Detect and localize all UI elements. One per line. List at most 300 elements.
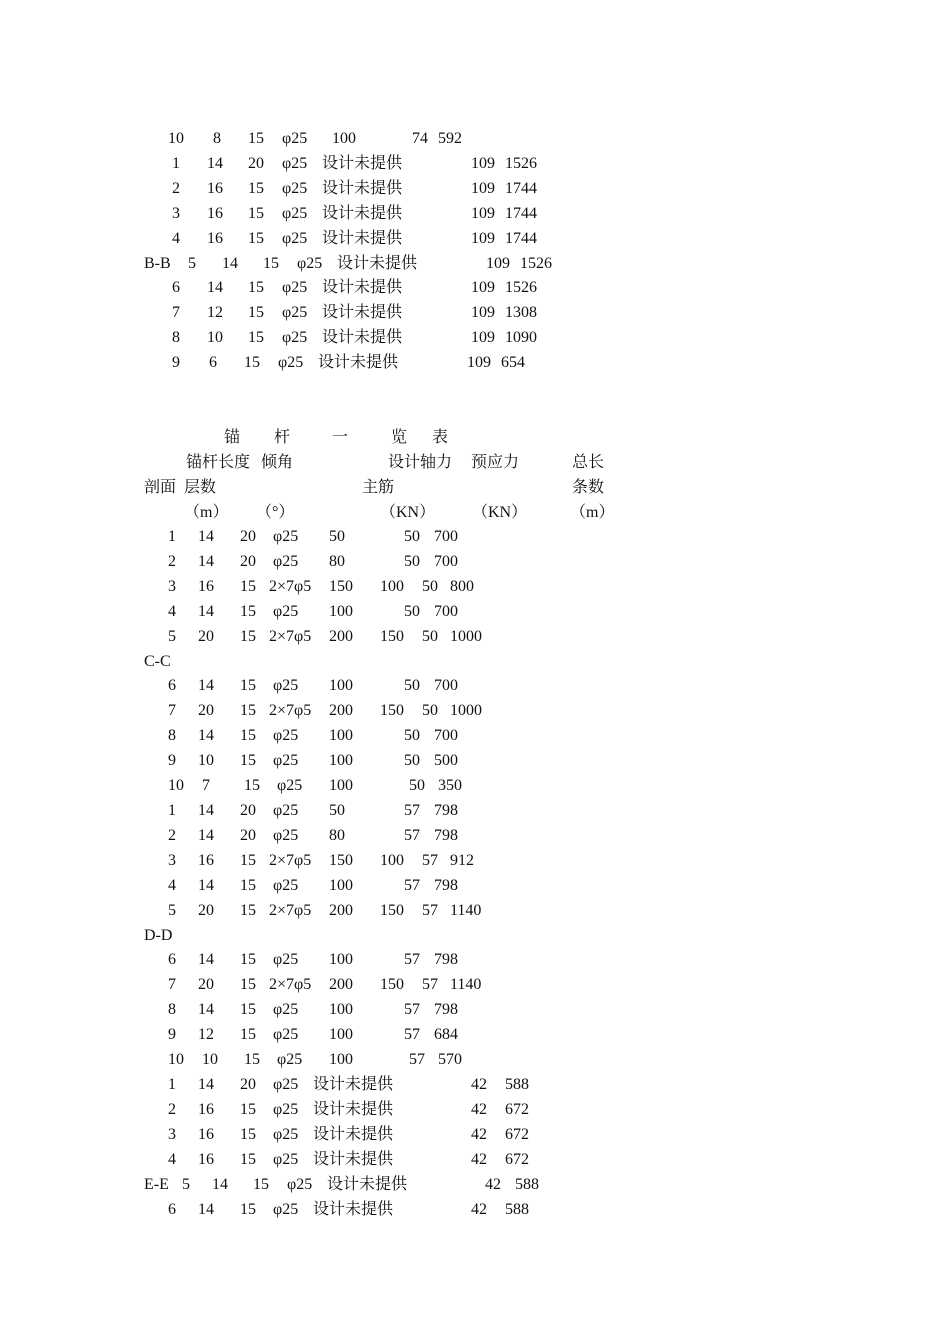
table-row (0, 950, 950, 975)
row-number-cell: 8 (168, 727, 176, 745)
design-axial-cell: 50 (329, 528, 345, 545)
count-cell: 1526 (505, 154, 537, 172)
design-axial-cell: 100 (329, 727, 353, 745)
table-row (0, 1200, 950, 1225)
main-bar-cell: φ25 (282, 154, 308, 172)
angle-cell: 15 (240, 577, 256, 595)
angle-cell: 15 (240, 1125, 256, 1143)
anchor-length-cell: 20 (198, 901, 214, 919)
design-axial-cell: 50 (329, 802, 345, 819)
anchor-length-cell: 8 (213, 130, 221, 147)
angle-cell: 15 (244, 354, 260, 372)
main-bar-cell: φ25 (282, 329, 308, 347)
total-length-cell: 57 (409, 1051, 425, 1068)
count-cell: 1000 (450, 702, 482, 720)
count-cell: 1140 (450, 976, 482, 994)
row-number-cell: 4 (168, 876, 176, 894)
total-length-cell: 109 (471, 154, 495, 172)
main-bar-cell: φ25 (282, 229, 308, 247)
count-cell: 684 (434, 1026, 458, 1044)
total-length-cell: 57 (422, 901, 438, 919)
anchor-length-cell: 7 (202, 777, 210, 794)
table-row (0, 1175, 950, 1200)
count-cell: 592 (438, 130, 462, 147)
angle-cell: 20 (248, 154, 264, 172)
angle-cell: 15 (248, 329, 264, 347)
design-axial-cell: 100 (329, 1051, 353, 1068)
anchor-length-cell: 20 (198, 702, 214, 720)
row-number-cell: 1 (168, 1076, 176, 1093)
design-axial-cell: 设计未提供 (313, 1125, 394, 1143)
count-cell: 672 (505, 1150, 529, 1168)
count-cell: 798 (434, 1001, 458, 1019)
table-row (0, 751, 950, 776)
main-bar-cell: φ25 (273, 602, 299, 620)
anchor-length-cell: 14 (198, 677, 214, 695)
row-number-cell: 7 (168, 702, 176, 720)
angle-cell: 15 (248, 179, 264, 197)
section-label: B-B (144, 254, 171, 272)
anchor-length-cell: 20 (198, 627, 214, 645)
row-number-cell: 3 (168, 851, 176, 869)
design-axial-cell: 100 (329, 777, 353, 794)
angle-cell: 20 (240, 1076, 256, 1093)
angle-cell: 15 (240, 976, 256, 994)
header-row-2 (0, 478, 950, 503)
total-length-cell: 109 (467, 354, 491, 372)
main-bar-cell: 2×7φ5 (269, 702, 312, 720)
design-axial-cell: 100 (332, 130, 356, 147)
anchor-length-cell: 14 (207, 279, 223, 297)
count-cell: 700 (434, 602, 458, 620)
prestress-cell: 150 (380, 976, 404, 994)
total-length-cell: 57 (404, 1001, 420, 1019)
main-bar-cell: φ25 (287, 1175, 313, 1193)
design-axial-cell: 设计未提供 (322, 229, 403, 247)
total-length-cell: 50 (404, 528, 420, 545)
anchor-length-cell: 12 (207, 304, 223, 322)
anchor-length-cell: 14 (198, 602, 214, 620)
design-axial-cell: 设计未提供 (313, 1100, 394, 1118)
total-length-cell: 50 (404, 552, 420, 570)
total-length-cell: 42 (471, 1076, 487, 1093)
table-row (0, 229, 950, 254)
section-label: D-D (144, 926, 173, 944)
total-length-cell: 57 (404, 876, 420, 894)
angle-cell: 15 (240, 1150, 256, 1168)
design-axial-cell: 设计未提供 (337, 254, 418, 272)
anchor-length-cell: 14 (198, 826, 214, 844)
count-cell: 700 (434, 727, 458, 745)
angle-cell: 20 (240, 826, 256, 844)
count-cell: 798 (434, 826, 458, 844)
angle-cell: 15 (240, 602, 256, 620)
row-number-cell: 6 (168, 677, 176, 695)
total-length-cell: 109 (471, 304, 495, 322)
row-number-cell: 9 (168, 1026, 176, 1044)
total-length-cell: 42 (471, 1125, 487, 1143)
count-cell: 570 (438, 1051, 462, 1068)
title-char: 锚 (224, 429, 241, 446)
total-length-cell: 57 (422, 976, 438, 994)
table-row (0, 1025, 950, 1050)
angle-cell: 15 (240, 677, 256, 695)
header-design-axial: 设计轴力 (388, 454, 453, 471)
total-length-cell: 50 (404, 752, 420, 770)
count-cell: 672 (505, 1125, 529, 1143)
table-row (0, 776, 950, 801)
count-cell: 654 (501, 354, 525, 372)
table-row (0, 801, 950, 826)
anchor-length-cell: 14 (207, 154, 223, 172)
header-angle: 倾角 (261, 454, 294, 471)
count-cell: 700 (434, 528, 458, 545)
table-row (0, 1050, 950, 1075)
count-cell: 1140 (450, 901, 482, 919)
main-bar-cell: 2×7φ5 (269, 976, 312, 994)
row-number-cell: 10 (168, 777, 184, 794)
header-unit-m: （m） (570, 504, 615, 521)
section-label: C-C (144, 652, 171, 670)
total-length-cell: 109 (471, 204, 495, 222)
count-cell: 350 (438, 777, 462, 794)
design-axial-cell: 设计未提供 (313, 1200, 394, 1218)
design-axial-cell: 100 (329, 876, 353, 894)
total-length-cell: 109 (471, 229, 495, 247)
anchor-length-cell: 14 (198, 1001, 214, 1019)
total-length-cell: 50 (422, 577, 438, 595)
angle-cell: 15 (248, 204, 264, 222)
angle-cell: 20 (240, 528, 256, 545)
design-axial-cell: 设计未提供 (322, 179, 403, 197)
design-axial-cell: 80 (329, 552, 345, 570)
angle-cell: 15 (240, 702, 256, 720)
anchor-length-cell: 14 (198, 1200, 214, 1218)
table-row (0, 303, 950, 328)
count-cell: 798 (434, 876, 458, 894)
angle-cell: 15 (240, 1200, 256, 1218)
angle-cell: 15 (240, 901, 256, 919)
total-length-cell: 74 (412, 130, 428, 147)
row-number-cell: 3 (168, 1125, 176, 1143)
table-row (0, 1150, 950, 1175)
row-number-cell: 5 (188, 254, 196, 272)
main-bar-cell: φ25 (273, 1100, 299, 1118)
header-layers: 层数 (184, 479, 217, 496)
total-length-cell: 57 (422, 851, 438, 869)
count-cell: 912 (450, 851, 474, 869)
table-row (0, 1125, 950, 1150)
design-axial-cell: 200 (329, 901, 353, 919)
design-axial-cell: 100 (329, 951, 353, 969)
design-axial-cell: 100 (329, 677, 353, 695)
row-number-cell: 5 (168, 901, 176, 919)
anchor-length-cell: 14 (198, 802, 214, 819)
anchor-length-cell: 10 (202, 1051, 218, 1068)
total-length-cell: 109 (471, 329, 495, 347)
row-number-cell: 7 (168, 976, 176, 994)
table-row (0, 278, 950, 303)
angle-cell: 15 (240, 951, 256, 969)
design-axial-cell: 80 (329, 826, 345, 844)
anchor-length-cell: 16 (198, 1100, 214, 1118)
count-cell: 500 (434, 752, 458, 770)
angle-cell: 20 (240, 802, 256, 819)
total-length-cell: 42 (485, 1175, 501, 1193)
title-char: 览 (391, 429, 408, 446)
main-bar-cell: φ25 (282, 279, 308, 297)
row-number-cell: 1 (168, 528, 176, 545)
design-axial-cell: 100 (329, 602, 353, 620)
anchor-length-cell: 16 (198, 851, 214, 869)
row-number-cell: 4 (168, 602, 176, 620)
main-bar-cell: φ25 (273, 1001, 299, 1019)
angle-cell: 15 (240, 627, 256, 645)
row-number-cell: 6 (168, 951, 176, 969)
table-row (0, 129, 950, 154)
anchor-length-cell: 14 (198, 1076, 214, 1093)
table-row (0, 676, 950, 701)
row-number-cell: 8 (168, 1001, 176, 1019)
anchor-length-cell: 16 (198, 1125, 214, 1143)
anchor-length-cell: 14 (198, 951, 214, 969)
anchor-length-cell: 10 (198, 752, 214, 770)
row-number-cell: 2 (168, 826, 176, 844)
main-bar-cell: φ25 (273, 752, 299, 770)
row-number-cell: 4 (172, 229, 180, 247)
main-bar-cell: φ25 (282, 304, 308, 322)
main-bar-cell: φ25 (273, 552, 299, 570)
design-axial-cell: 200 (329, 702, 353, 720)
design-axial-cell: 200 (329, 976, 353, 994)
row-number-cell: 6 (168, 1200, 176, 1218)
design-axial-cell: 100 (329, 752, 353, 770)
main-bar-cell: φ25 (273, 802, 299, 819)
design-axial-cell: 设计未提供 (318, 354, 399, 372)
header-prestress: 预应力 (471, 454, 520, 471)
count-cell: 800 (450, 577, 474, 595)
total-length-cell: 50 (404, 602, 420, 620)
table-row (0, 154, 950, 179)
design-axial-cell: 设计未提供 (313, 1150, 394, 1168)
prestress-cell: 100 (380, 851, 404, 869)
table-row (0, 851, 950, 876)
header-row-1 (0, 453, 950, 478)
main-bar-cell: φ25 (282, 179, 308, 197)
total-length-cell: 42 (471, 1150, 487, 1168)
table-row (0, 726, 950, 751)
angle-cell: 15 (244, 1051, 260, 1068)
anchor-length-cell: 6 (209, 354, 217, 372)
main-bar-cell: φ25 (282, 204, 308, 222)
angle-cell: 15 (240, 752, 256, 770)
design-axial-cell: 200 (329, 627, 353, 645)
table-row (0, 926, 950, 951)
main-bar-cell: φ25 (273, 1200, 299, 1218)
total-length-cell: 57 (404, 802, 420, 819)
angle-cell: 15 (248, 304, 264, 322)
count-cell: 588 (505, 1076, 529, 1093)
main-bar-cell: φ25 (273, 1125, 299, 1143)
angle-cell: 15 (248, 279, 264, 297)
anchor-length-cell: 14 (198, 876, 214, 894)
table-row (0, 1075, 950, 1100)
table-row (0, 701, 950, 726)
total-length-cell: 50 (422, 627, 438, 645)
design-axial-cell: 150 (329, 577, 353, 595)
row-number-cell: 2 (168, 1100, 176, 1118)
row-number-cell: 3 (172, 204, 180, 222)
angle-cell: 15 (240, 876, 256, 894)
anchor-length-cell: 14 (222, 254, 238, 272)
row-number-cell: 9 (168, 752, 176, 770)
total-length-cell: 50 (409, 777, 425, 794)
row-number-cell: 1 (168, 802, 176, 819)
angle-cell: 15 (240, 727, 256, 745)
design-axial-cell: 设计未提供 (322, 304, 403, 322)
table-row (0, 901, 950, 926)
total-length-cell: 57 (404, 951, 420, 969)
main-bar-cell: φ25 (297, 254, 323, 272)
anchor-length-cell: 16 (198, 577, 214, 595)
design-axial-cell: 设计未提供 (322, 329, 403, 347)
main-bar-cell: φ25 (273, 1026, 299, 1044)
header-anchor-length: 锚杆长度 (186, 454, 251, 471)
prestress-cell: 150 (380, 627, 404, 645)
table-row (0, 975, 950, 1000)
row-number-cell: 7 (172, 304, 180, 322)
anchor-length-cell: 14 (198, 528, 214, 545)
main-bar-cell: 2×7φ5 (269, 851, 312, 869)
table-row (0, 254, 950, 279)
count-cell: 1308 (505, 304, 537, 322)
angle-cell: 15 (240, 851, 256, 869)
table-row (0, 876, 950, 901)
count-cell: 1744 (505, 229, 537, 247)
total-length-cell: 50 (404, 677, 420, 695)
count-cell: 1526 (520, 254, 552, 272)
row-number-cell: 6 (172, 279, 180, 297)
design-axial-cell: 100 (329, 1001, 353, 1019)
total-length-cell: 109 (486, 254, 510, 272)
header-unit-m: （m） (184, 504, 229, 521)
total-length-cell: 57 (404, 826, 420, 844)
table-row (0, 328, 950, 353)
count-cell: 1000 (450, 627, 482, 645)
header-section: 剖面 (144, 479, 177, 496)
main-bar-cell: φ25 (282, 130, 308, 147)
angle-cell: 20 (240, 552, 256, 570)
design-axial-cell: 设计未提供 (322, 279, 403, 297)
table-row (0, 826, 950, 851)
angle-cell: 15 (244, 777, 260, 794)
row-number-cell: 4 (168, 1150, 176, 1168)
count-cell: 588 (515, 1175, 539, 1193)
total-length-cell: 109 (471, 279, 495, 297)
angle-cell: 15 (253, 1175, 269, 1193)
anchor-length-cell: 10 (207, 329, 223, 347)
count-cell: 588 (505, 1200, 529, 1218)
row-number-cell: 2 (168, 552, 176, 570)
header-unit-kn: （KN） (380, 504, 436, 521)
title-char: 表 (432, 429, 449, 446)
table-row (0, 1000, 950, 1025)
anchor-length-cell: 14 (198, 552, 214, 570)
table-row (0, 179, 950, 204)
main-bar-cell: φ25 (273, 1076, 299, 1093)
section-label: E-E (144, 1175, 169, 1193)
prestress-cell: 150 (380, 702, 404, 720)
row-number-cell: 9 (172, 354, 180, 372)
angle-cell: 15 (248, 130, 264, 147)
main-bar-cell: φ25 (277, 1051, 303, 1068)
row-number-cell: 8 (172, 329, 180, 347)
design-axial-cell: 设计未提供 (313, 1076, 394, 1093)
total-length-cell: 57 (404, 1026, 420, 1044)
prestress-cell: 100 (380, 577, 404, 595)
angle-cell: 15 (240, 1100, 256, 1118)
anchor-length-cell: 14 (198, 727, 214, 745)
header-unit-deg: （°） (256, 504, 295, 521)
row-number-cell: 1 (172, 154, 180, 172)
main-bar-cell: φ25 (273, 1150, 299, 1168)
row-number-cell: 5 (182, 1175, 190, 1193)
row-number-cell: 10 (168, 1051, 184, 1068)
angle-cell: 15 (240, 1026, 256, 1044)
row-number-cell: 5 (168, 627, 176, 645)
count-cell: 700 (434, 552, 458, 570)
design-axial-cell: 150 (329, 851, 353, 869)
angle-cell: 15 (240, 1001, 256, 1019)
anchor-length-cell: 16 (198, 1150, 214, 1168)
anchor-length-cell: 16 (207, 229, 223, 247)
main-bar-cell: 2×7φ5 (269, 901, 312, 919)
main-bar-cell: 2×7φ5 (269, 627, 312, 645)
main-bar-cell: φ25 (273, 876, 299, 894)
header-total-length: 总长 (572, 454, 605, 471)
table-row (0, 652, 950, 677)
table-row (0, 577, 950, 602)
count-cell: 1744 (505, 204, 537, 222)
main-bar-cell: φ25 (273, 727, 299, 745)
prestress-cell: 150 (380, 901, 404, 919)
title-char: 一 (332, 429, 349, 446)
count-cell: 1744 (505, 179, 537, 197)
anchor-length-cell: 20 (198, 976, 214, 994)
header-unit-kn: （KN） (472, 504, 528, 521)
table-row (0, 353, 950, 378)
row-number-cell: 10 (168, 130, 184, 147)
row-number-cell: 3 (168, 577, 176, 595)
count-cell: 672 (505, 1100, 529, 1118)
total-length-cell: 109 (471, 179, 495, 197)
total-length-cell: 50 (422, 702, 438, 720)
main-bar-cell: φ25 (273, 951, 299, 969)
header-count: 条数 (572, 479, 605, 496)
count-cell: 798 (434, 802, 458, 819)
main-bar-cell: φ25 (273, 528, 299, 545)
header-row-3 (0, 503, 950, 528)
header-main-bar: 主筋 (362, 479, 395, 496)
title-char: 杆 (274, 429, 291, 446)
design-axial-cell: 设计未提供 (327, 1175, 408, 1193)
main-bar-cell: φ25 (273, 826, 299, 844)
main-bar-cell: φ25 (277, 777, 303, 794)
table-row (0, 527, 950, 552)
total-length-cell: 50 (404, 727, 420, 745)
count-cell: 700 (434, 677, 458, 695)
design-axial-cell: 设计未提供 (322, 154, 403, 172)
